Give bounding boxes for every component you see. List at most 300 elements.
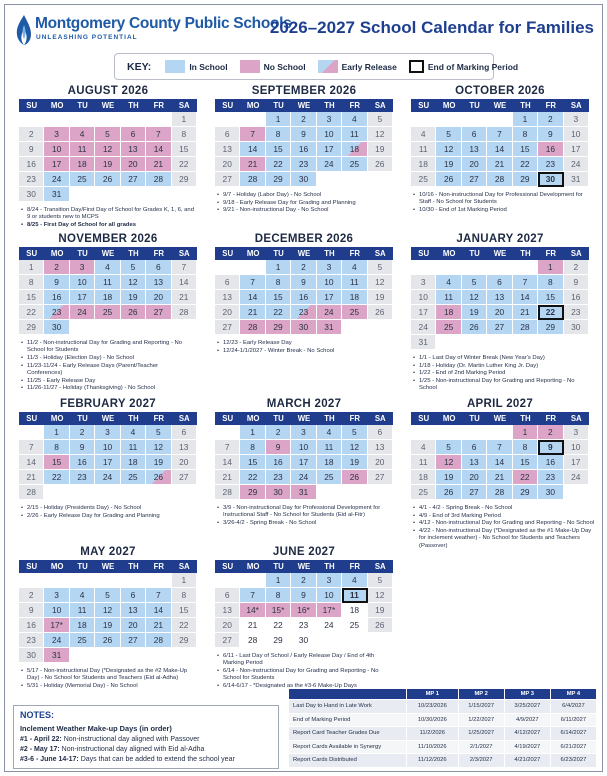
day-cell: 10 — [291, 440, 316, 455]
weekday-header: WE — [291, 560, 316, 573]
day-cell: 11 — [121, 440, 146, 455]
table-header-cell: MP 4 — [550, 689, 596, 700]
day-cell: 21 — [240, 157, 265, 172]
day-cell: 8 — [172, 127, 197, 142]
weekday-header: WE — [95, 412, 120, 425]
day-cell: 22 — [172, 618, 197, 633]
empty-day-cell — [121, 648, 146, 663]
day-cell: 10 — [564, 440, 589, 455]
key-in-school — [165, 60, 227, 73]
day-cell: 19 — [436, 157, 461, 172]
empty-day-cell — [240, 260, 265, 275]
day-cell: 29 — [172, 172, 197, 187]
district-name: Montgomery County Public Schools — [35, 15, 292, 32]
empty-day-cell — [146, 648, 171, 663]
day-cell: 29 — [172, 633, 197, 648]
day-cell: 8 — [513, 127, 538, 142]
table-header-cell: MP 3 — [504, 689, 550, 700]
day-cell: 10 — [564, 127, 589, 142]
day-cell: 28 — [487, 172, 512, 187]
day-cell: 5 — [436, 440, 461, 455]
empty-day-cell — [215, 112, 240, 127]
weekday-header: SA — [172, 560, 197, 573]
day-cell: 21 — [240, 305, 265, 320]
empty-day-cell — [121, 187, 146, 202]
note-item: • 4/1 - 4/2 - Spring Break - No School — [413, 505, 597, 512]
day-cell: 3 — [564, 425, 589, 440]
makeup-tag: #1 - April 22: — [20, 736, 62, 743]
day-cell: 16 — [538, 455, 563, 470]
day-cell: 17 — [411, 305, 436, 320]
day-cell: 2 — [291, 260, 316, 275]
day-cell: 5 — [462, 275, 487, 290]
row-label: Report Card Teacher Grades Due — [289, 727, 407, 741]
month-may — [19, 544, 197, 663]
day-cell: 21 — [240, 618, 265, 633]
empty-day-cell — [95, 648, 120, 663]
day-cell: 8 — [44, 440, 69, 455]
day-cell: 18 — [411, 157, 436, 172]
weekday-header: FR — [342, 99, 367, 112]
weekday-header: SA — [564, 412, 589, 425]
key-label: KEY: — [127, 60, 152, 73]
empty-day-cell — [215, 425, 240, 440]
day-cell: 3 — [317, 112, 342, 127]
notes-box — [13, 705, 279, 769]
weekday-header: TU — [266, 560, 291, 573]
day-cell: 17 — [317, 142, 342, 157]
day-cell: 8 — [513, 440, 538, 455]
day-cell: 7 — [146, 588, 171, 603]
note-item: • 1/25 - Non-instructional Day for Grading and Reporting - No School — [413, 378, 587, 392]
table-cell: 6/23/2027 — [550, 754, 596, 768]
day-cell: 12 — [95, 603, 120, 618]
weekday-header: SA — [564, 247, 589, 260]
day-cell: 3 — [317, 573, 342, 588]
day-cell: 26 — [436, 172, 461, 187]
day-cell: 20 — [462, 470, 487, 485]
month-name: SEPTEMBER 2026 — [251, 85, 357, 97]
empty-day-cell — [436, 335, 461, 350]
month-grid — [19, 99, 197, 202]
empty-day-cell — [95, 320, 120, 335]
day-cell: 14 — [172, 275, 197, 290]
empty-day-cell — [368, 320, 393, 335]
empty-day-cell — [95, 485, 120, 500]
weekday-header: FR — [538, 412, 563, 425]
day-cell: 16 — [19, 157, 44, 172]
day-cell: 24 — [317, 618, 342, 633]
day-cell: 22 — [240, 470, 265, 485]
month-august — [19, 83, 197, 202]
day-cell: 27 — [215, 172, 240, 187]
weekday-header: WE — [291, 412, 316, 425]
day-cell: 31 — [317, 320, 342, 335]
day-cell: 22 — [172, 157, 197, 172]
weekday-header: SA — [564, 99, 589, 112]
day-cell: 20 — [215, 618, 240, 633]
day-cell: 19 — [146, 455, 171, 470]
day-cell: 12 — [146, 440, 171, 455]
day-cell: 14 — [215, 455, 240, 470]
month-grid — [215, 560, 393, 648]
day-cell: 8 — [538, 275, 563, 290]
day-cell: 28 — [240, 633, 265, 648]
weekday-header: TU — [70, 412, 95, 425]
weekday-header: TU — [266, 412, 291, 425]
calendar-page — [4, 4, 603, 772]
weekday-header: SA — [172, 412, 197, 425]
day-cell: 18 — [342, 603, 367, 618]
empty-day-cell — [70, 648, 95, 663]
day-cell: 15 — [172, 142, 197, 157]
flame-icon — [13, 13, 35, 47]
day-cell: 26 — [368, 157, 393, 172]
weekday-header: MO — [44, 412, 69, 425]
weekday-header: SU — [411, 99, 436, 112]
day-cell: 4 — [342, 573, 367, 588]
makeup-text: Days that can be added to extend the school year — [78, 756, 235, 763]
day-cell: 30 — [266, 485, 291, 500]
note-item: • 3/9 - Non-instructional Day for Professional Development for Instructional Staff - No School for Students (Eid al-Fitr) — [217, 505, 391, 519]
empty-day-cell — [19, 112, 44, 127]
day-cell: 23 — [538, 470, 563, 485]
empty-day-cell — [95, 112, 120, 127]
day-cell: 18 — [70, 618, 95, 633]
day-cell: 1 — [19, 260, 44, 275]
day-cell: 19 — [95, 157, 120, 172]
day-cell: 24 — [95, 470, 120, 485]
day-cell: 20 — [487, 305, 512, 320]
weekday-header: TU — [266, 247, 291, 260]
weekday-header: TH — [317, 412, 342, 425]
row-label: End of Marking Period — [289, 713, 407, 727]
day-cell: 3 — [44, 127, 69, 142]
day-cell: 11 — [95, 275, 120, 290]
day-cell: 2 — [538, 425, 563, 440]
day-cell: 22 — [513, 157, 538, 172]
day-cell: 14 — [240, 290, 265, 305]
day-cell: 25 — [70, 172, 95, 187]
day-cell: 10 — [44, 603, 69, 618]
table-cell: 11/12/2026 — [407, 754, 459, 768]
month-february — [19, 396, 197, 500]
day-cell: 14 — [487, 455, 512, 470]
day-cell: 12 — [95, 142, 120, 157]
weekday-header: TH — [121, 99, 146, 112]
day-cell: 26 — [368, 618, 393, 633]
day-cell: 5 — [95, 588, 120, 603]
day-cell: 19 — [368, 603, 393, 618]
day-cell: 17* — [44, 618, 69, 633]
weekday-header: TH — [317, 560, 342, 573]
day-cell: 30 — [291, 172, 316, 187]
month-october — [411, 83, 589, 187]
note-item: • 11/26-11/27 - Holiday (Thanksgiving) - No School — [21, 385, 195, 392]
page-header — [5, 5, 603, 49]
note-item: • 11/25 - Early Release Day — [21, 378, 195, 385]
note-item: • 5/17 - Non-instructional Day (*Designated as the #2 Make-Up Day) - No School for Students and Teachers (Eid al-Adha) — [21, 668, 195, 682]
day-cell: 5 — [95, 127, 120, 142]
page-title: 2026–2027 School Calendar for Families — [269, 18, 594, 37]
day-cell: 12 — [462, 290, 487, 305]
day-cell: 25 — [121, 470, 146, 485]
day-cell: 10 — [317, 588, 342, 603]
day-cell: 17 — [44, 157, 69, 172]
empty-day-cell — [317, 172, 342, 187]
day-cell: 27 — [172, 470, 197, 485]
note-item: • 12/23 - Early Release Day — [217, 340, 391, 347]
weekday-header: SU — [215, 560, 240, 573]
note-item: • 4/12 - Non-instructional Day for Grading and Reporting - No School — [413, 520, 597, 527]
day-cell: 7 — [240, 588, 265, 603]
weekday-header: SU — [215, 247, 240, 260]
month-notes — [413, 355, 587, 393]
note-item: • 6/14-6/17 - *Designated as the #3-6 Make-Up Days — [217, 683, 391, 690]
table-header-cell: MP 1 — [407, 689, 459, 700]
day-cell: 31 — [411, 335, 436, 350]
weekday-header: TH — [513, 247, 538, 260]
day-cell: 13 — [487, 290, 512, 305]
empty-day-cell — [121, 320, 146, 335]
day-cell: 14 — [146, 142, 171, 157]
table-cell: 10/30/2026 — [407, 713, 459, 727]
day-cell: 21 — [513, 305, 538, 320]
day-cell: 8 — [266, 275, 291, 290]
day-cell: 30 — [291, 320, 316, 335]
day-cell: 2 — [19, 127, 44, 142]
note-item: • 1/1 - Last Day of Winter Break (New Year's Day) — [413, 355, 587, 362]
key-no-school — [240, 60, 306, 73]
month-december — [215, 231, 393, 335]
day-cell: 6 — [146, 260, 171, 275]
makeup-tag: #2 - May 17: — [20, 746, 60, 753]
day-cell: 4 — [70, 127, 95, 142]
day-cell: 23 — [266, 470, 291, 485]
table-cell: 3/25/2027 — [504, 700, 550, 714]
note-item: • 1/22 - End of 2nd Marking Period — [413, 370, 587, 377]
day-cell: 21 — [172, 290, 197, 305]
month-name: AUGUST 2026 — [67, 85, 149, 97]
day-cell: 19 — [342, 455, 367, 470]
day-cell: 22 — [19, 305, 44, 320]
day-cell: 3 — [44, 588, 69, 603]
weekday-header: FR — [342, 247, 367, 260]
makeup-text: Non-instructional day aligned with Passover — [61, 736, 200, 743]
day-cell: 7 — [172, 260, 197, 275]
day-cell: 29 — [266, 320, 291, 335]
day-cell: 8 — [240, 440, 265, 455]
day-cell: 9 — [538, 440, 563, 455]
weekday-header: SA — [172, 247, 197, 260]
note-item: • 2/15 - Holiday (Presidents Day) - No School — [21, 505, 195, 512]
day-cell: 17 — [291, 455, 316, 470]
empty-day-cell — [19, 573, 44, 588]
table-cell: 10/23/2026 — [407, 700, 459, 714]
day-cell: 4 — [436, 275, 461, 290]
day-cell: 29 — [513, 485, 538, 500]
empty-day-cell — [487, 425, 512, 440]
empty-day-cell — [240, 573, 265, 588]
weekday-header: SU — [19, 412, 44, 425]
note-item: • 6/14 - Non-instructional Day for Grading and Reporting - No School for Students — [217, 668, 391, 682]
day-cell: 4 — [411, 440, 436, 455]
day-cell: 3 — [411, 275, 436, 290]
day-cell: 13 — [215, 290, 240, 305]
day-cell: 26 — [146, 470, 171, 485]
month-name: MARCH 2027 — [266, 398, 342, 410]
empty-day-cell — [513, 260, 538, 275]
day-cell: 24 — [564, 470, 589, 485]
day-cell: 29 — [266, 172, 291, 187]
weekday-header: SU — [19, 560, 44, 573]
day-cell: 27 — [121, 172, 146, 187]
day-cell: 7 — [19, 440, 44, 455]
month-name: NOVEMBER 2026 — [58, 233, 158, 245]
day-cell: 8 — [172, 588, 197, 603]
day-cell: 26 — [462, 320, 487, 335]
no-school-swatch — [240, 60, 260, 73]
day-cell: 14 — [19, 455, 44, 470]
day-cell: 5 — [146, 425, 171, 440]
day-cell: 26 — [95, 172, 120, 187]
empty-day-cell — [146, 112, 171, 127]
day-cell: 26 — [121, 305, 146, 320]
day-cell: 7 — [146, 127, 171, 142]
day-cell: 12 — [436, 142, 461, 157]
day-cell: 1 — [513, 425, 538, 440]
month-grid — [215, 412, 393, 500]
empty-day-cell — [44, 485, 69, 500]
day-cell: 10 — [44, 142, 69, 157]
empty-day-cell — [146, 485, 171, 500]
day-cell: 1 — [172, 573, 197, 588]
day-cell: 18 — [436, 305, 461, 320]
day-cell: 19 — [462, 305, 487, 320]
empty-day-cell — [487, 112, 512, 127]
key-item-label: Early Release — [341, 61, 397, 72]
month-notes — [217, 192, 391, 215]
note-item: • 11/3 - Holiday (Election Day) - No School — [21, 355, 195, 362]
day-cell: 29 — [513, 172, 538, 187]
day-cell: 8 — [19, 275, 44, 290]
day-cell: 17 — [70, 290, 95, 305]
empty-day-cell — [317, 633, 342, 648]
empty-day-cell — [146, 573, 171, 588]
day-cell: 31 — [564, 172, 589, 187]
day-cell: 25 — [70, 633, 95, 648]
day-cell: 25 — [317, 470, 342, 485]
month-grid — [411, 99, 589, 187]
weekday-header: TU — [462, 412, 487, 425]
empty-day-cell — [342, 485, 367, 500]
weekday-header: WE — [487, 247, 512, 260]
month-notes — [217, 340, 391, 355]
table-row — [289, 727, 597, 741]
day-cell: 16 — [266, 455, 291, 470]
empty-day-cell — [462, 335, 487, 350]
notes-subtitle: Inclement Weather Make-up Days (in order) — [20, 724, 172, 733]
weekday-header: MO — [44, 247, 69, 260]
day-cell: 5 — [342, 425, 367, 440]
day-cell: 14* — [240, 603, 265, 618]
month-notes — [21, 340, 195, 393]
empty-day-cell — [240, 112, 265, 127]
day-cell: 5 — [368, 112, 393, 127]
day-cell: 28 — [240, 172, 265, 187]
weekday-header: TH — [317, 247, 342, 260]
day-cell: 2 — [291, 573, 316, 588]
empty-day-cell — [70, 485, 95, 500]
empty-day-cell — [368, 172, 393, 187]
month-name: OCTOBER 2026 — [455, 85, 545, 97]
table-cell: 4/9/2027 — [504, 713, 550, 727]
note-item: • 10/30 - End of 1st Marking Period — [413, 207, 587, 214]
table-row — [289, 700, 597, 714]
month-notes — [413, 192, 587, 215]
table-cell: 6/14/2027 — [550, 727, 596, 741]
day-cell: 21 — [146, 618, 171, 633]
empty-day-cell — [317, 485, 342, 500]
day-cell: 25 — [342, 618, 367, 633]
empty-day-cell — [411, 425, 436, 440]
weekday-header: MO — [44, 99, 69, 112]
day-cell: 6 — [215, 275, 240, 290]
day-cell: 16 — [19, 618, 44, 633]
weekday-header: TH — [121, 560, 146, 573]
empty-day-cell — [342, 320, 367, 335]
day-cell: 28 — [487, 485, 512, 500]
empty-day-cell — [172, 320, 197, 335]
weekday-header: MO — [240, 412, 265, 425]
day-cell: 12 — [436, 455, 461, 470]
day-cell: 21 — [215, 470, 240, 485]
marking-period-table — [288, 688, 597, 768]
day-cell: 21 — [19, 470, 44, 485]
day-cell: 13 — [121, 603, 146, 618]
weekday-header: WE — [291, 99, 316, 112]
month-grid — [411, 412, 589, 500]
day-cell: 8 — [266, 588, 291, 603]
day-cell: 27 — [462, 172, 487, 187]
day-cell: 8 — [266, 127, 291, 142]
makeup-day-1 — [20, 735, 272, 745]
day-cell: 18 — [70, 157, 95, 172]
weekday-header: TU — [70, 560, 95, 573]
empty-day-cell — [564, 335, 589, 350]
key-item-label: In School — [189, 61, 228, 72]
day-cell: 25 — [342, 157, 367, 172]
empty-day-cell — [215, 573, 240, 588]
table-cell: 4/19/2027 — [504, 740, 550, 754]
day-cell: 9 — [70, 440, 95, 455]
month-april — [411, 396, 589, 500]
day-cell: 27 — [146, 305, 171, 320]
day-cell: 14 — [146, 603, 171, 618]
makeup-day-3-6 — [20, 755, 272, 765]
day-cell: 6 — [121, 127, 146, 142]
day-cell: 15 — [172, 603, 197, 618]
day-cell: 31 — [44, 187, 69, 202]
day-cell: 11 — [411, 455, 436, 470]
weekday-header: MO — [240, 560, 265, 573]
day-cell: 9 — [291, 127, 316, 142]
day-cell: 24 — [70, 305, 95, 320]
day-cell: 7 — [487, 440, 512, 455]
note-item: • 6/11 - Last Day of School / Early Release Day / End of 4th Marking Period — [217, 653, 391, 667]
day-cell: 6 — [487, 275, 512, 290]
makeup-text: Non-instructional day aligned with Eid al-Adha — [59, 746, 205, 753]
